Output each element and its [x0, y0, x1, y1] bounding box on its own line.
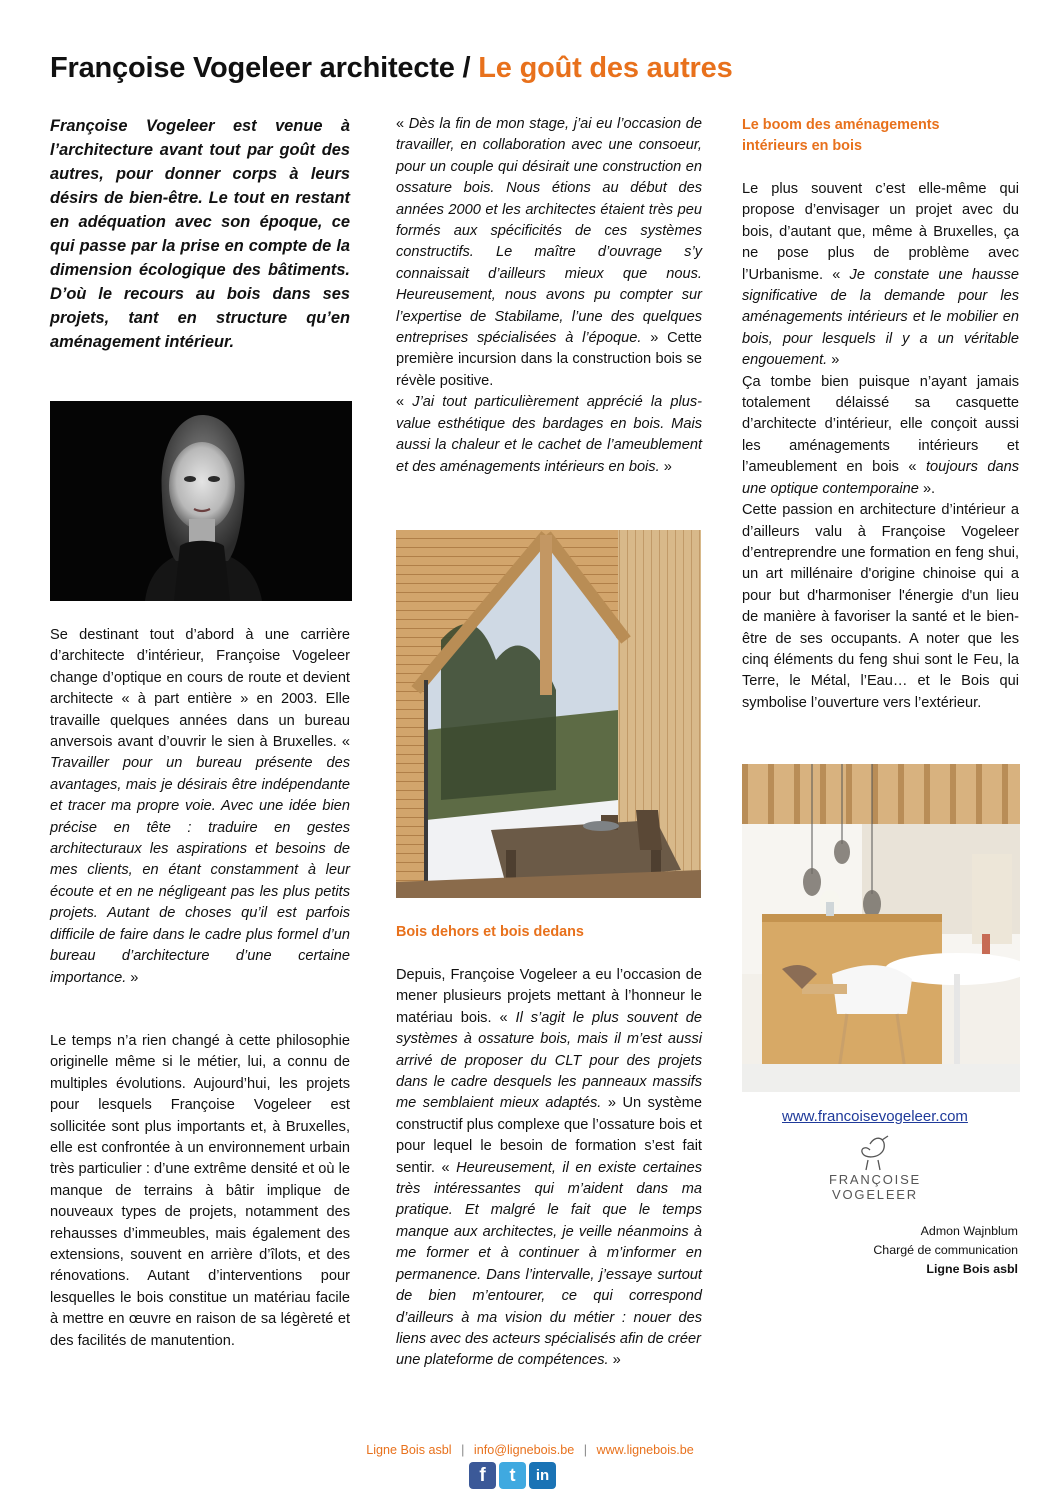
- quote-text: Dès la fin de mon stage, j’ai eu l’occasion de travailler, en collaboration avec une consoeur, pour un couple qui désirait une construction en ossature bois. Nous étions au début des années 2000 et les architectes étaient très peu formés aux spécificités de ces systèmes constructifs. Le maître d’ouvrage s’y connaissait d’ailleurs mieux que nous. Heureusement, nous avons pu compter sur l’expertise de Stabilame, l’une des quelques entreprises spécialisées à l’époque.: [396, 116, 703, 347]
- quote-text: Heureusement, il en existe certaines très intéressantes qui m’aident dans ma pratique. Et malgré le fait que le temps manque aux architectes, je veille néanmoins à me former et à continuer à m’informer en permanence. Dans l’intervalle, j’essaye surtout de bien m’entourer, ce qui correspond d’ailleurs à ma vision du métier : nouer des liens avec des acteurs spécialisés afin de créer: [396, 1159, 702, 1347]
- footer: [0, 1443, 1060, 1457]
- quote-text: une plateforme de compétences.: [396, 1352, 609, 1369]
- signature-name: Admon Wajnblum: [920, 1224, 1018, 1238]
- column2-paragraph3: [396, 965, 702, 1372]
- text-run: Cette passion en architecture d’intérieur a d’ailleurs valu à Françoise Vogeleer d’entreprendre une formation en feng shui, un art millénaire d'origine chinoise qui a pour but d'harmoniser l'énergie d'un lieu de manière à favoriser la santé et le bien-être de ses occupants. A noter que les cinq éléments du feng shui sont le Feu, la Terre, le Métal, l’Eau… et le Bois qui symbolise l’ouverture vers l’extérieur.: [742, 502, 1019, 711]
- signature-role: Chargé de communication: [873, 1243, 1018, 1257]
- title-separator: /: [462, 52, 471, 84]
- quote-text: Je constate une hausse significative de la demande pour les aménagements intérieurs et le mobilier en bois, pour lesquels il y a un véritable engouement.: [742, 266, 1019, 369]
- page-title: [50, 52, 733, 85]
- website-link[interactable]: www.francoisevogeleer.com: [782, 1108, 968, 1125]
- francoise-vogeleer-logo: [800, 1130, 950, 1202]
- footer-email[interactable]: info@lignebois.be: [473, 1443, 575, 1457]
- text-run: »: [126, 969, 139, 986]
- section-heading-boom: Le boom des aménagements intérieurs en bois: [742, 117, 940, 154]
- signature-org: Ligne Bois asbl: [926, 1262, 1018, 1276]
- text-run: »: [827, 352, 840, 369]
- text-run: «: [396, 394, 413, 411]
- signature-block: [873, 1222, 1018, 1279]
- title-main: Françoise Vogeleer architecte: [50, 52, 455, 84]
- column2-paragraph1: [396, 114, 702, 478]
- column1-paragraph1: [50, 625, 350, 989]
- text-run: » Un système constructif plus complexe que l’ossature bois et pour lequel le besoin de formation s’est fait sentir. «: [396, 1095, 702, 1176]
- text-run: »: [608, 1352, 621, 1369]
- text-run: Depuis, Françoise Vogeleer a eu l’occasion de mener plusieurs projets mettant à l’honneur le matériau bois. «: [396, 967, 702, 1026]
- kitchen-photo: [742, 764, 1020, 1092]
- text-run: » Cette première incursion dans la construction bois se révèle positive.: [396, 330, 702, 389]
- linkedin-icon[interactable]: in: [529, 1462, 556, 1489]
- twitter-icon[interactable]: t: [499, 1462, 526, 1489]
- title-subtitle: Le goût des autres: [478, 52, 733, 84]
- text-run: Se destinant tout d’abord à une carrière d’architecte d’intérieur, Françoise Vogeleer change d’optique en cours de route et devient architecte « à part entière » en 2003. Elle travaille quelques années dans un bureau anversois avant d’ouvrir le sien à Bruxelles. «: [50, 627, 350, 751]
- intro-paragraph: Françoise Vogeleer est venue à l’architecture avant tout par goût des autres, pour donner corps à leurs désirs de bien-être. Le tout en restant en adéquation avec son époque, ce qui passe par la prise en compte de la dimension écologique des bâtiments. D’où le recours au bois dans ses projets, tant en structure qu’en aménagement intérieur.: [50, 117, 350, 351]
- social-icons: [469, 1462, 556, 1489]
- text-run: »: [659, 458, 672, 475]
- quote-text: J’ai tout particulièrement apprécié la plus-value esthétique des bardages en bois. Mais aussi la chaleur et le cachet de l’ameublement et des aménagements intérieurs en bois.: [396, 394, 703, 475]
- logo-text: FRANÇOISE VOGELEER: [828, 1172, 922, 1202]
- text-run: «: [396, 116, 409, 132]
- column1-paragraph2: Le temps n’a rien changé à cette philosophie originelle même si le métier, lui, a connu de multiples évolutions. Aujourd’hui, les projets pour lesquels Françoise Vogeleer est sollicitée sont plus importants et, à Bruxelles, elle est confrontée à un environnement urbain très particulier : d’une extrême densité et où le manque de terrains à bâtir implique de nouveaux types de projets, notamment des rehausses d’immeubles, mais également des extensions, souvent en arrière d’îlots, et des rénovations. Autant d’interventions pour lesquelles le bois constitue un matériau facile à mettre en œuvre en raison de sa légèreté et des facilités de manutention.: [50, 1033, 350, 1349]
- portrait-photo: [50, 401, 352, 601]
- quote-text: Il s’agit le plus souvent de systèmes à ossature bois, mais il m’est aussi arrivé de proposer du CLT pour des projets dans le cadre desquels les panneaux massifs me semblaient mieux adaptés.: [396, 1009, 702, 1112]
- text-run: Ça tombe bien puisque n’ayant jamais totalement délaissé sa casquette d’architecte d’intérieur, elle conçoit aussi les aménagements intérieurs et l’ameublement en bois «: [742, 373, 1019, 476]
- footer-web[interactable]: www.lignebois.be: [596, 1443, 694, 1457]
- footer-org: Ligne Bois asbl: [366, 1443, 452, 1457]
- quote-text: toujours dans une optique contemporaine: [742, 459, 1019, 497]
- quote-text: Travailler pour un bureau présente des avantages, mais je désirais être indépendante et tracer ma propre voie. Avec une idée bien précise en tête : traduire en gestes architecturaux les aspirations et besoins de mes clients, en étant constamment à leur écoute et en ne négligeant pas les plus petits projets. Autant de choses qu’il est parfois difficile de faire dans le cadre plus formel d’un bureau d’architecture d’une certaine importance.: [50, 755, 350, 986]
- facebook-icon[interactable]: f: [469, 1462, 496, 1489]
- text-run: ».: [918, 480, 936, 497]
- section-heading-bois-dehors: Bois dehors et bois dedans: [396, 924, 584, 940]
- column3-paragraph1: [742, 179, 1019, 714]
- terrace-photo: [396, 530, 701, 898]
- footer-separator: |: [583, 1443, 587, 1457]
- text-run: Le plus souvent c’est elle-même qui propose d’envisager un projet avec du bois, d’autant que, même à Bruxelles, ça ne pose plus de problème avec l’Urbanisme. «: [742, 181, 1019, 283]
- footer-separator: |: [461, 1443, 465, 1457]
